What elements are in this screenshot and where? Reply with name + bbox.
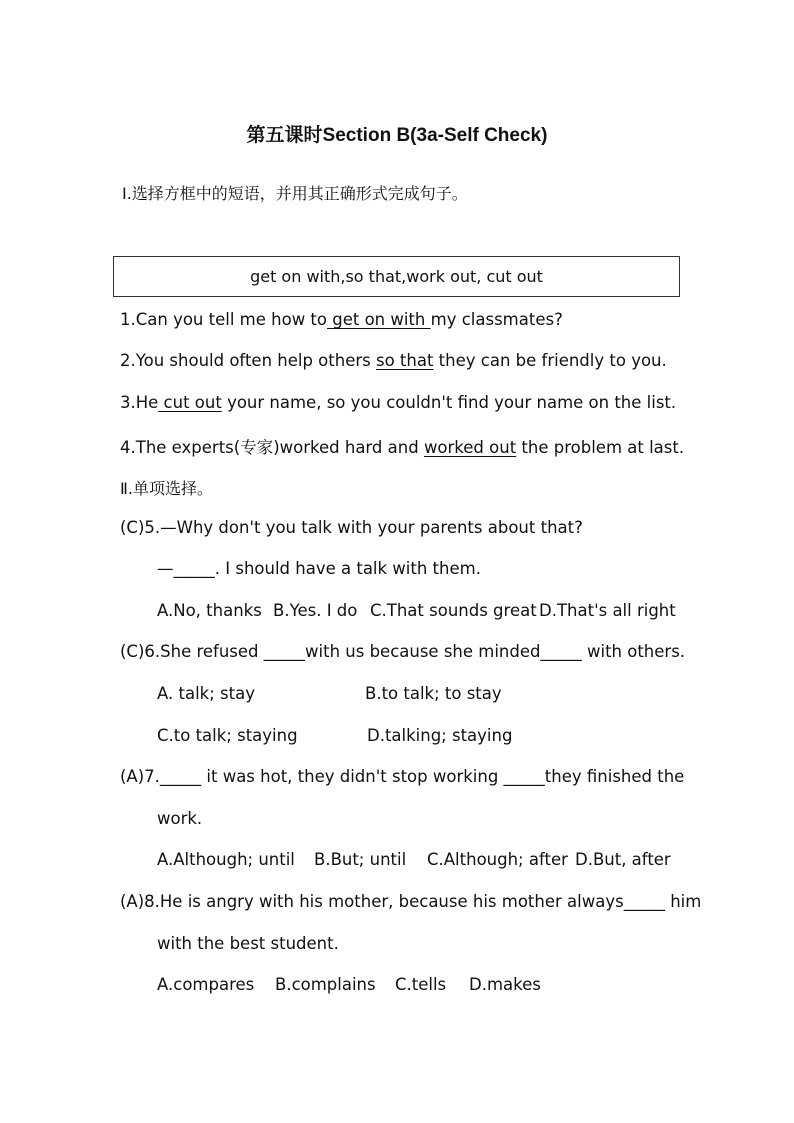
q5-option-c: C.That sounds great — [370, 601, 537, 620]
item-text: 1.Can you tell me how to — [120, 310, 327, 329]
q6-option-c: C.to talk; staying — [157, 726, 298, 745]
question-5-stem: (C)5.—Why don't you talk with your parents about that? — [120, 518, 583, 537]
q5-option-d: D.That's all right — [539, 601, 676, 620]
q8-option-a: A.compares — [157, 975, 255, 994]
question-6-stem: (C)6.She refused _____with us because she minded_____ with others. — [120, 642, 686, 661]
item-text: my classmates? — [430, 310, 563, 329]
item-text: 3.He — [120, 393, 159, 412]
item-text: your name, so you couldn't find your name on the list. — [221, 393, 677, 412]
q8-option-b: B.complains — [275, 975, 376, 994]
page-title: 第五课时Section B(3a-Self Check) — [246, 125, 548, 146]
item-text: 2.You should often help others — [120, 351, 376, 370]
item-text: the problem at last. — [516, 438, 685, 457]
q6-option-a: A. talk; stay — [157, 684, 255, 703]
answer-underlined: get on with — [327, 310, 431, 329]
q7-option-b: B.But; until — [314, 850, 407, 869]
q8-option-d: D.makes — [469, 975, 541, 994]
fill-item-2 — [120, 351, 667, 370]
q6-option-d: D.talking; staying — [367, 726, 513, 745]
question-7-stem: (A)7._____ it was hot, they didn't stop working _____they finished the — [120, 767, 685, 786]
phrase-box-text: get on with,so that,work out, cut out — [250, 267, 543, 286]
item-text: 4.The experts(专家)worked hard and — [120, 438, 424, 457]
question-5-reply: —_____. I should have a talk with them. — [157, 559, 481, 578]
answer-underlined: worked out — [423, 438, 517, 457]
item-text: they can be friendly to you. — [433, 351, 667, 370]
answer-underlined: so that — [375, 351, 434, 370]
question-8-continuation: with the best student. — [157, 934, 339, 953]
part2-heading: Ⅱ.单项选择。 — [120, 479, 213, 498]
fill-item-3 — [120, 393, 676, 412]
q7-option-a: A.Although; until — [157, 850, 295, 869]
q6-option-b: B.to talk; to stay — [365, 684, 502, 703]
answer-underlined: cut out — [158, 393, 222, 412]
phrase-box — [113, 256, 680, 297]
q7-option-c: C.Although; after — [427, 850, 568, 869]
fill-item-4 — [120, 434, 684, 458]
q5-option-a: A.No, thanks — [157, 601, 262, 620]
q8-option-c: C.tells — [395, 975, 447, 994]
q7-option-d: D.But, after — [575, 850, 671, 869]
part1-heading: Ⅰ.选择方框中的短语，并用其正确形式完成句子。 — [122, 184, 468, 203]
question-8-stem: (A)8.He is angry with his mother, because his mother always_____ him — [120, 892, 702, 911]
q5-option-b: B.Yes. I do — [273, 601, 358, 620]
question-7-continuation: work. — [157, 809, 203, 828]
fill-item-1 — [120, 310, 563, 329]
